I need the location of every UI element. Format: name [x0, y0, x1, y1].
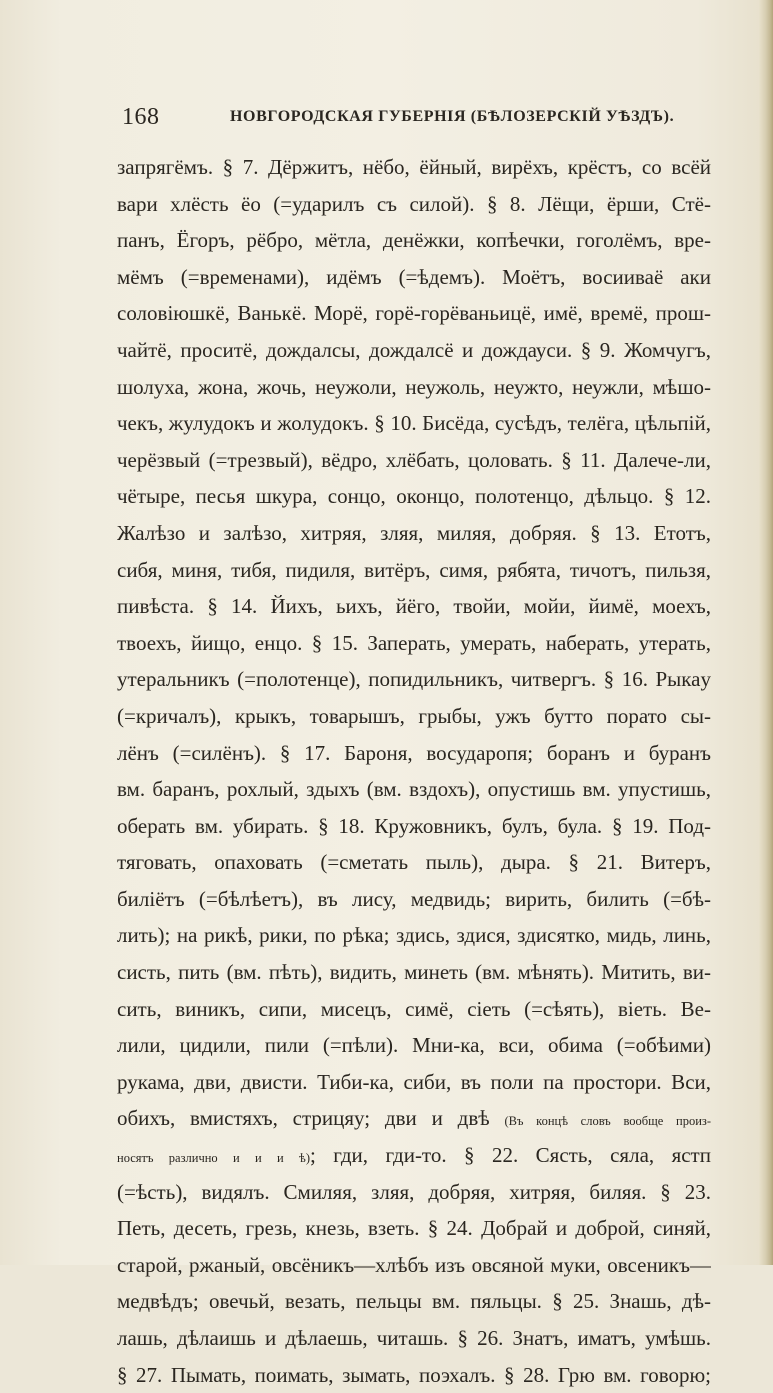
line-text: обихъ, вмистяхъ, стрицяу; дви и двѣ: [117, 1106, 490, 1131]
body-text: [117, 149, 711, 1393]
text-line: [117, 1027, 711, 1064]
text-line: [117, 1174, 711, 1211]
text-line: [117, 478, 711, 515]
text-line: [117, 222, 711, 259]
line-text: лёнъ (=силёнъ). § 17. Бароня, восударопя; боранъ и буранъ: [117, 740, 711, 765]
text-line: [117, 1100, 711, 1137]
line-text: медвѣдъ; овечьй, везать, пельцы вм. пяльцы. § 25. Знашь, дѣ-: [117, 1289, 711, 1314]
line-text: Петь, десеть, грезь, кнезь, взеть. § 24. Добрай и доброй, синяй,: [117, 1216, 711, 1241]
line-note: (Въ концѣ словъ вообще произ-: [504, 1114, 711, 1129]
text-line: [117, 844, 711, 881]
text-line: [117, 1137, 711, 1174]
line-text: старой, ржаный, овсёникъ—хлѣбъ изъ овсяной муки, овсеникъ—: [117, 1252, 711, 1277]
text-line: [117, 369, 711, 406]
line-text: шолуха, жона, жочь, неужоли, неужоль, неужто, неужли, мѣшо-: [117, 374, 711, 399]
text-line: [117, 1210, 711, 1247]
page-number: 168: [122, 104, 160, 130]
line-text: сибя, миня, тибя, пидиля, витёръ, симя, рябята, тичотъ, пильзя,: [117, 557, 711, 582]
text-line: [117, 625, 711, 662]
line-text: утеральникъ (=полотенце), попидильникъ, читвергъ. § 16. Рыкаy: [117, 667, 711, 692]
text-line: [117, 1283, 711, 1320]
text-line: [117, 1357, 711, 1393]
line-text: лить); на рикѣ, рики, по рѣка; здись, здися, здисятко, мидь, линь,: [117, 923, 711, 948]
text-line: [117, 515, 711, 552]
line-text: чекъ, жулудокъ и жолудокъ. § 10. Бисёда, сусѣдъ, телёга, цѣльпій,: [117, 411, 711, 436]
text-line: [117, 332, 711, 369]
line-text: Жалѣзо и залѣзо, хитряя, зляя, миляя, добряя. § 13. Етотъ,: [117, 520, 711, 545]
text-line: [117, 881, 711, 918]
line-text: лили, цидили, пили (=пѣли). Мни-ка, вси, обима (=обѣими): [117, 1033, 711, 1058]
text-line: [117, 661, 711, 698]
line-text: чётыре, песья шкура, сонцо, оконцо, полотенцо, дѣльцо. § 12.: [117, 484, 711, 509]
text-line: [117, 991, 711, 1028]
line-text-after-note: ; гди, гди-то. § 22. Сясть, сяла, ястп: [309, 1143, 711, 1168]
text-line: [117, 1064, 711, 1101]
text-line: [117, 917, 711, 954]
text-line: [117, 259, 711, 296]
text-line: [117, 698, 711, 735]
line-text: (=ѣсть), видялъ. Смиляя, зляя, добряя, хитряя, биляя. § 23.: [117, 1179, 711, 1204]
line-text: панъ, Ёгоръ, рёбро, мётла, денёжки, копѣечки, гоголёмъ, вре-: [117, 228, 711, 253]
line-text: черёзвый (=трезвый), вёдро, хлёбать, цоловать. § 11. Далече-ли,: [117, 447, 711, 472]
page-header: [122, 104, 722, 134]
line-text: твоехъ, йищо, енцо. § 15. Заперать, умерать, наберать, утерать,: [117, 630, 711, 655]
text-line: [117, 1247, 711, 1284]
line-text: систь, пить (вм. пѣть), видить, минеть (вм. мѣнять). Митить, ви-: [117, 960, 711, 985]
text-line: [117, 588, 711, 625]
text-line: [117, 186, 711, 223]
line-text: чайтё, проситё, дождалсы, дождалсё и дождауси. § 9. Жомчугъ,: [117, 337, 711, 362]
text-line: [117, 295, 711, 332]
text-line: [117, 1320, 711, 1357]
line-text: рукама, дви, двисти. Тиби-ка, сиби, въ поли па простори. Вси,: [117, 1069, 711, 1094]
text-line: [117, 442, 711, 479]
text-line: [117, 552, 711, 589]
line-text: лашь, дѣлаишь и дѣлаешь, читашь. § 26. Знатъ, иматъ, умѣшь.: [117, 1326, 711, 1350]
line-text: (=кричалъ), крыкъ, товарышъ, грыбы, ужъ бутто порато сы-: [117, 703, 711, 728]
text-line: [117, 808, 711, 845]
running-head: НОВГОРОДСКАЯ ГУБЕРНІЯ (БѢЛОЗЕРСКІЙ УѢЗДЪ).: [230, 108, 675, 125]
text-line: [117, 735, 711, 772]
line-text: вм. баранъ, рохлый, здыхъ (вм. вздохъ), опустишь вм. упустишь,: [117, 777, 711, 802]
line-text: тяговать, опаховать (=сметать пыль), дыра. § 21. Витеръ,: [117, 850, 711, 875]
line-text: вари хлёсть ёо (=ударилъ съ силой). § 8. Лёщи, ёрши, Стё-: [117, 191, 711, 216]
line-note: носятъ различно и и и ѣ): [117, 1151, 310, 1166]
page-edge: [759, 0, 773, 1265]
line-text: соловіюшкё, Ванькё. Морё, горё-горёваньицё, имё, времё, прош-: [117, 301, 711, 326]
text-line: [117, 771, 711, 808]
line-text: мёмъ (=временами), идёмъ (=ѣдемъ). Моётъ, восииваё аки: [117, 264, 711, 289]
line-text: оберать вм. убирать. § 18. Кружовникъ, булъ, була. § 19. Под-: [117, 813, 711, 838]
text-line: [117, 954, 711, 991]
line-text: биліётъ (=бѣлѣетъ), въ лису, медвидь; вирить, билить (=бѣ-: [117, 886, 711, 911]
line-text: сить, виникъ, сипи, мисецъ, симё, сіеть (=сѣять), віеть. Ве-: [117, 996, 711, 1021]
line-text: § 27. Пымать, поимать, зымать, поэхалъ. § 28. Грю вм. говорю;: [117, 1362, 711, 1387]
line-text: запрягёмъ. § 7. Дёржитъ, нёбо, ёйный, вирёхъ, крёстъ, со всёй: [117, 155, 711, 179]
text-line: [117, 405, 711, 442]
text-line: [117, 149, 711, 186]
line-text: пивѣста. § 14. Йихъ, ьихъ, йёго, твойи, мойи, йимё, моехъ,: [117, 594, 711, 619]
